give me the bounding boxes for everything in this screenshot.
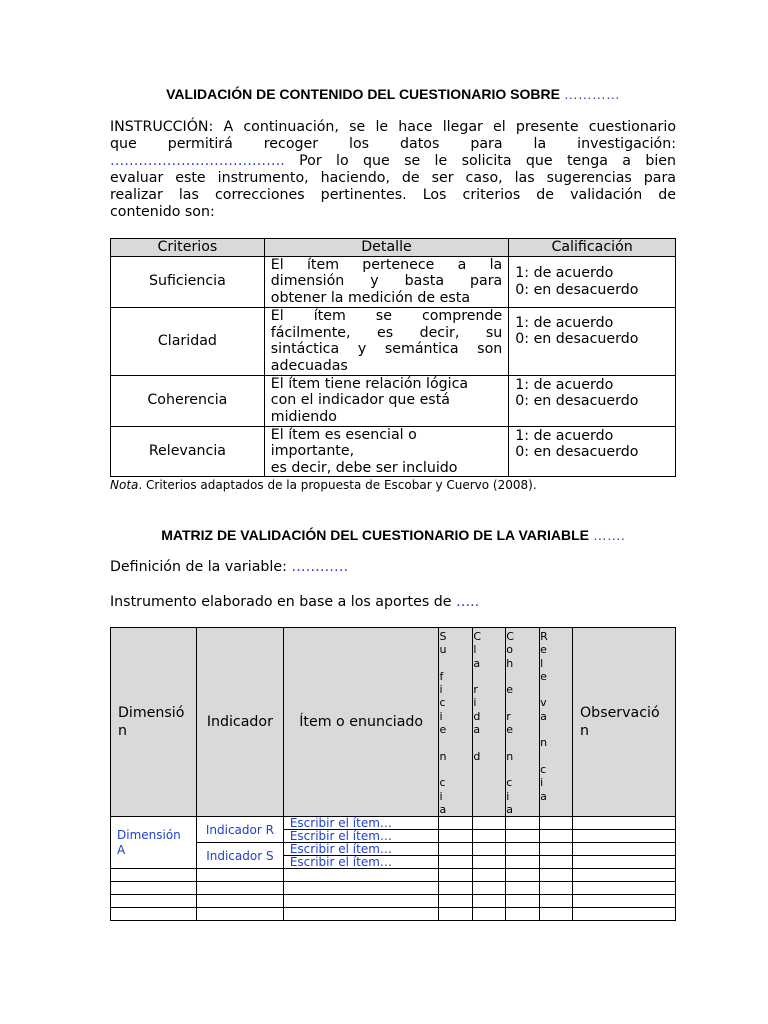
vertical-letter: c bbox=[439, 776, 446, 790]
criterio-relevancia: Relevancia bbox=[111, 426, 265, 477]
empty-cell[interactable] bbox=[111, 882, 197, 895]
vertical-letter: a bbox=[506, 802, 513, 816]
vertical-letter: r bbox=[506, 709, 511, 723]
vertical-letter bbox=[473, 736, 505, 749]
header-observacion: Observació n bbox=[573, 628, 676, 817]
vertical-letter: C bbox=[506, 630, 514, 643]
empty-cell[interactable] bbox=[196, 895, 283, 908]
vertical-letter: d bbox=[473, 709, 481, 723]
vertical-letter: e bbox=[540, 669, 547, 683]
header-coherencia bbox=[506, 628, 540, 817]
score-cell[interactable] bbox=[473, 856, 506, 869]
vertical-letter bbox=[439, 736, 472, 749]
vertical-letter: i bbox=[540, 776, 544, 790]
vertical-letter: S bbox=[439, 630, 447, 643]
calif-suficiencia: 1: de acuerdo 0: en desacuerdo bbox=[509, 256, 676, 307]
vertical-letter: i bbox=[439, 709, 443, 723]
score-cell[interactable] bbox=[473, 817, 506, 830]
criterio-suficiencia: Suficiencia bbox=[111, 256, 265, 307]
vertical-letter: e bbox=[540, 643, 547, 657]
variable-definition: Definición de la variable: ………… bbox=[110, 559, 349, 575]
vertical-letter: e bbox=[439, 723, 447, 737]
header-relevancia bbox=[540, 628, 573, 817]
criterio-coherencia: Coherencia bbox=[111, 375, 265, 426]
indicator-s-cell[interactable]: Indicador S bbox=[196, 843, 283, 869]
table-note: Nota. Criterios adaptados de la propuesta de Escobar y Cuervo (2008). bbox=[110, 478, 537, 492]
vertical-letter: a bbox=[540, 789, 547, 803]
vertical-letter: c bbox=[506, 776, 513, 790]
observation-cell[interactable] bbox=[573, 856, 676, 869]
calif-coherencia: 1: de acuerdo 0: en desacuerdo bbox=[509, 375, 676, 426]
vertical-letter bbox=[473, 670, 505, 683]
vertical-letter: n bbox=[439, 749, 447, 763]
score-cell[interactable] bbox=[540, 843, 573, 856]
detalle-relevancia: El ítem es esencial o importante, es decir, debe ser incluido bbox=[264, 426, 508, 477]
header-item: Ítem o enunciado bbox=[283, 628, 439, 817]
score-cell[interactable] bbox=[506, 843, 540, 856]
score-cell[interactable] bbox=[439, 817, 473, 830]
empty-cell[interactable] bbox=[573, 895, 676, 908]
vertical-letter: v bbox=[540, 696, 547, 710]
vertical-letter bbox=[540, 683, 572, 696]
criteria-table bbox=[110, 238, 676, 477]
vertical-letter bbox=[506, 763, 539, 776]
item-cell[interactable]: Escribir el ítem… bbox=[283, 830, 439, 843]
item-cell[interactable]: Escribir el ítem… bbox=[283, 856, 439, 869]
vertical-letter bbox=[506, 670, 539, 683]
vertical-letter: n bbox=[506, 749, 514, 763]
header-dimension: Dimensió n bbox=[111, 628, 197, 817]
title-placeholder: ………… bbox=[563, 86, 620, 102]
header-suficiencia bbox=[439, 628, 473, 817]
score-cell[interactable] bbox=[506, 817, 540, 830]
empty-cell[interactable] bbox=[540, 895, 573, 908]
vertical-letter: e bbox=[506, 683, 514, 697]
score-cell[interactable] bbox=[473, 843, 506, 856]
empty-cell[interactable] bbox=[196, 908, 283, 921]
header-criterios: Criterios bbox=[111, 239, 265, 257]
empty-cell[interactable] bbox=[111, 895, 197, 908]
header-claridad bbox=[473, 628, 506, 817]
empty-cell[interactable] bbox=[196, 882, 283, 895]
score-cell[interactable] bbox=[506, 830, 540, 843]
vertical-letter: C bbox=[473, 630, 482, 643]
vertical-letter bbox=[540, 723, 572, 736]
vertical-letter: i bbox=[439, 789, 443, 803]
empty-cell[interactable] bbox=[473, 869, 506, 882]
empty-cell[interactable] bbox=[111, 908, 197, 921]
item-cell[interactable]: Escribir el ítem… bbox=[283, 843, 439, 856]
empty-row bbox=[111, 882, 676, 895]
empty-cell[interactable] bbox=[283, 908, 439, 921]
empty-cell[interactable] bbox=[506, 882, 540, 895]
vertical-letter bbox=[506, 696, 539, 709]
detalle-suficiencia: El ítem pertenece a la dimensión y basta para obtener la medición de esta bbox=[264, 256, 508, 307]
score-cell[interactable] bbox=[540, 830, 573, 843]
vertical-letter: u bbox=[439, 643, 447, 657]
dimension-a-cell[interactable]: Dimensión A bbox=[111, 817, 197, 869]
vertical-letter: n bbox=[540, 736, 548, 750]
vertical-letter bbox=[506, 736, 539, 749]
item-cell[interactable]: Escribir el ítem… bbox=[283, 817, 439, 830]
empty-cell[interactable] bbox=[111, 869, 197, 882]
empty-cell[interactable] bbox=[283, 869, 439, 882]
vertical-letter: a bbox=[473, 723, 481, 737]
empty-cell[interactable] bbox=[573, 869, 676, 882]
vertical-letter: o bbox=[506, 643, 513, 657]
empty-cell[interactable] bbox=[196, 869, 283, 882]
vertical-letter bbox=[439, 657, 472, 670]
vertical-letter: c bbox=[540, 762, 547, 776]
score-cell[interactable] bbox=[506, 856, 540, 869]
vertical-letter: h bbox=[506, 656, 514, 670]
score-cell[interactable] bbox=[439, 843, 473, 856]
matrix-title: MATRIZ DE VALIDACIÓN DEL CUESTIONARIO DE LA VARIABLE ……. bbox=[161, 527, 625, 543]
vertical-letter: c bbox=[439, 696, 446, 710]
empty-cell[interactable] bbox=[439, 908, 473, 921]
empty-cell[interactable] bbox=[573, 882, 676, 895]
page-title: VALIDACIÓN DE CONTENIDO DEL CUESTIONARIO SOBRE ………… bbox=[166, 86, 620, 102]
score-cell[interactable] bbox=[439, 856, 473, 869]
empty-cell[interactable] bbox=[540, 882, 573, 895]
header-detalle: Detalle bbox=[264, 239, 508, 257]
empty-cell[interactable] bbox=[439, 882, 473, 895]
observation-cell[interactable] bbox=[573, 817, 676, 830]
observation-cell[interactable] bbox=[573, 843, 676, 856]
empty-row bbox=[111, 908, 676, 921]
score-cell[interactable] bbox=[540, 817, 573, 830]
empty-row bbox=[111, 895, 676, 908]
vertical-letter: i bbox=[506, 789, 510, 803]
empty-cell[interactable] bbox=[439, 869, 473, 882]
empty-cell[interactable] bbox=[540, 869, 573, 882]
vertical-letter: a bbox=[473, 656, 481, 670]
detalle-coherencia: El ítem tiene relación lógica con el indicador que está midiendo bbox=[264, 375, 508, 426]
instruction-paragraph: INSTRUCCIÓN: A continuación, se le hace llegar el presente cuestionario que permitirá recoger los datos para la investigación: ………………………………. Por lo que se le solicita que tenga a bien evaluar este instrumento, haciendo, de ser caso, las sugerencias para realizar las correcciones pertinentes. Los criterios de validación de contenido son: bbox=[110, 119, 676, 220]
criterio-claridad: Claridad bbox=[111, 307, 265, 375]
empty-cell[interactable] bbox=[283, 882, 439, 895]
calif-claridad: 1: de acuerdo 0: en desacuerdo bbox=[509, 307, 676, 375]
observation-cell[interactable] bbox=[573, 830, 676, 843]
vertical-letter: i bbox=[439, 683, 443, 697]
empty-cell[interactable] bbox=[506, 908, 540, 921]
vertical-letter: R bbox=[540, 630, 548, 643]
score-cell[interactable] bbox=[473, 830, 506, 843]
empty-cell[interactable] bbox=[283, 895, 439, 908]
vertical-letter: a bbox=[439, 802, 447, 816]
vertical-letter: r bbox=[473, 683, 478, 697]
vertical-letter bbox=[540, 750, 572, 763]
matrix-title-placeholder: ……. bbox=[592, 527, 625, 543]
empty-cell[interactable] bbox=[439, 895, 473, 908]
header-indicador: Indicador bbox=[196, 628, 283, 817]
empty-cell[interactable] bbox=[506, 869, 540, 882]
empty-cell[interactable] bbox=[473, 882, 506, 895]
validation-matrix bbox=[110, 627, 676, 921]
calif-relevancia: 1: de acuerdo 0: en desacuerdo bbox=[509, 426, 676, 477]
header-calificacion: Calificación bbox=[509, 239, 676, 257]
vertical-letter: l bbox=[473, 643, 477, 657]
score-cell[interactable] bbox=[540, 856, 573, 869]
empty-cell[interactable] bbox=[473, 895, 506, 908]
empty-cell[interactable] bbox=[506, 895, 540, 908]
detalle-claridad: El ítem se comprende fácilmente, es decir, su sintáctica y semántica son adecuadas bbox=[264, 307, 508, 375]
empty-cell[interactable] bbox=[473, 908, 506, 921]
vertical-letter: d bbox=[473, 749, 481, 763]
empty-cell[interactable] bbox=[573, 908, 676, 921]
instrument-source: Instrumento elaborado en base a los aportes de ….. bbox=[110, 594, 480, 610]
vertical-letter: e bbox=[506, 723, 514, 737]
vertical-letter: a bbox=[540, 709, 547, 723]
vertical-letter: i bbox=[473, 696, 477, 710]
vertical-letter: l bbox=[540, 656, 544, 670]
vertical-letter bbox=[439, 763, 472, 776]
vertical-letter: f bbox=[439, 669, 444, 683]
score-cell[interactable] bbox=[439, 830, 473, 843]
indicator-r-cell[interactable]: Indicador R bbox=[196, 817, 283, 843]
empty-row bbox=[111, 869, 676, 882]
empty-cell[interactable] bbox=[540, 908, 573, 921]
